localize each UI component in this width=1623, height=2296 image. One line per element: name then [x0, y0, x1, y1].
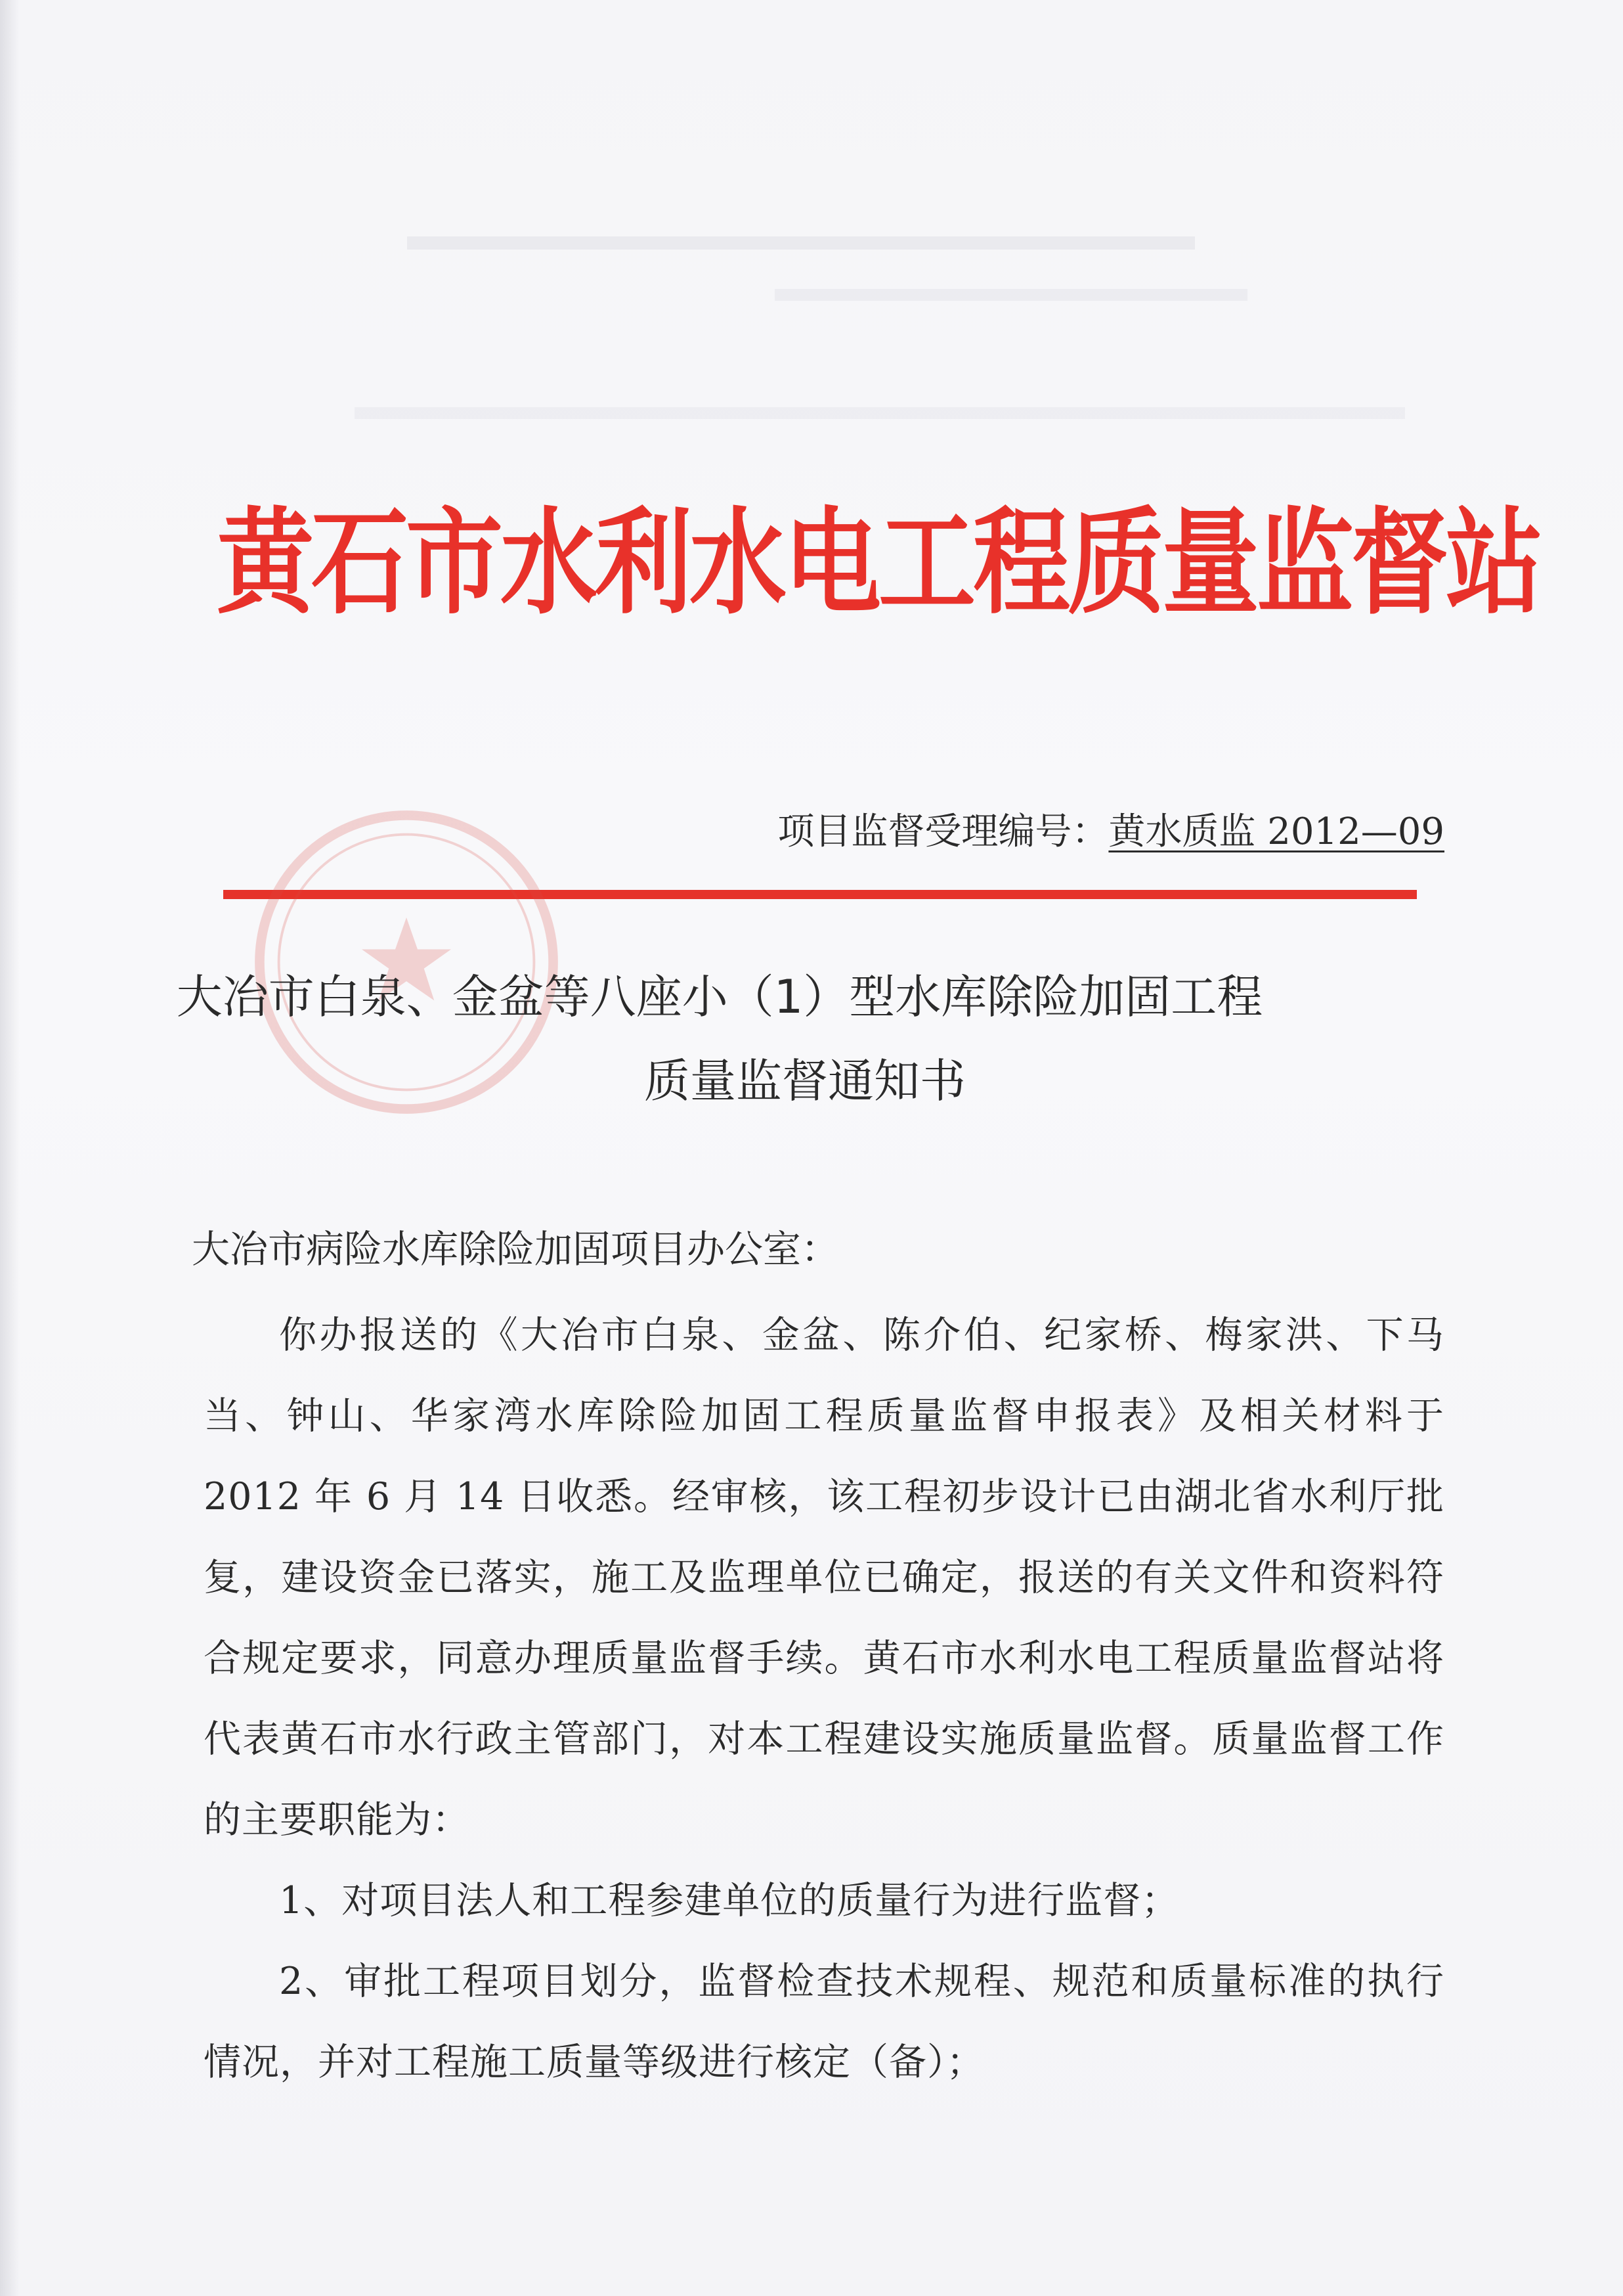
bleed-through-mark	[407, 236, 1195, 250]
body-paragraph: 2、审批工程项目划分，监督检查技术规程、规范和质量标准的执行情况，并对工程施工质量等级进行核定（备）；	[204, 1960, 1444, 2084]
doc-number	[777, 803, 1444, 855]
doc-number-label: 项目监督受理编号：	[777, 810, 1109, 853]
bleed-through-mark	[775, 289, 1247, 301]
doc-number-value: 黄水质监 2012—09	[1108, 810, 1444, 853]
header-organization-name: 黄石市水利水电工程质量监督站	[217, 496, 1540, 630]
bleed-through-mark	[355, 407, 1405, 419]
body-text	[204, 1295, 1444, 2103]
notice-title-line1: 大冶市白泉、金盆等八座小（1）型水库除险加固工程	[176, 970, 1263, 1024]
body-paragraph: 你办报送的《大冶市白泉、金盆、陈介伯、纪家桥、梅家洪、下马当、钟山、华家湾水库除险加固工程质量监督申报表》及相关材料于 2012 年 6 月 14 日收悉。经审核，该工程初步设计已由湖北省水利厅批复，建设资金已落实，施工及监理单位已确定，报送的有关文件和资料符合规定要求，同意办理质量监督手续。黄石市水利水电工程质量监督站将代表黄石市水行政主管部门，对本工程建设实施质量监督。质量监督工作的主要职能为：	[204, 1314, 1444, 1842]
body-paragraph: 1、对项目法人和工程参建单位的质量行为进行监督；	[279, 1879, 1180, 1922]
page-edge-shadow	[0, 0, 20, 2296]
notice-title-line2: 质量监督通知书	[644, 1054, 966, 1108]
salutation: 大冶市病险水库除险加固项目办公室：	[192, 1227, 840, 1271]
